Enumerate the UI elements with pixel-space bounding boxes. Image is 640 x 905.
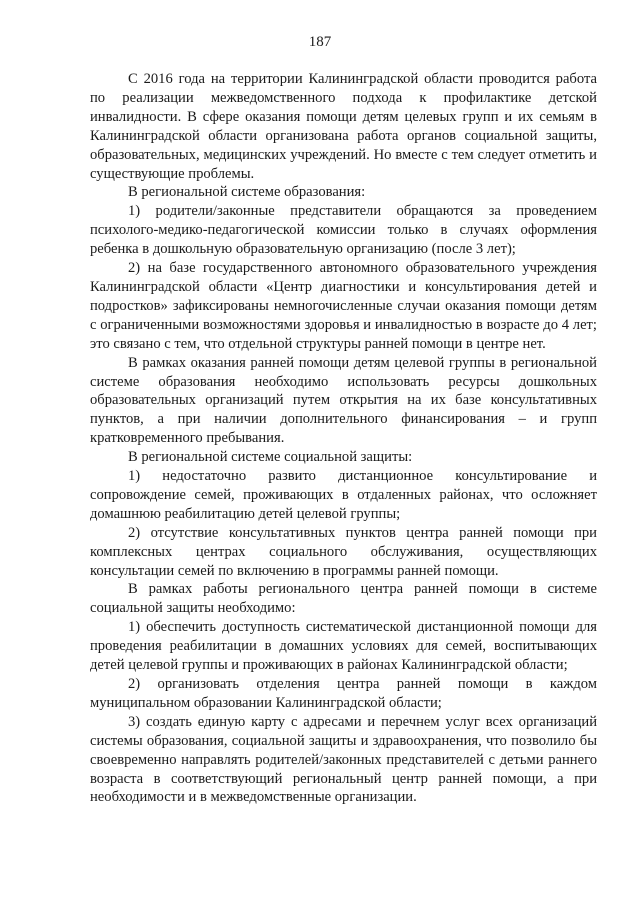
paragraph-education-item-2: 2) на базе государственного автономного образовательного учреждения Калининградской области «Центр диагностики и консультирования детей и подростков» зафиксированы немногочисленные случаи оказания помощи детям с ограниченными возможностями здоровья и инвалидностью в возрасте до 4 лет; это связано с тем, что отдельной структуры ранней помощи в центре нет. bbox=[90, 260, 597, 352]
paragraph-intro: С 2016 года на территории Калининградской области проводится работа по реализации межведомственного подхода к профилактике детской инвалидности. В сфере оказания помощи детям целевых групп и их семьям в Калининградской области организована работа органов социальной защиты, образовательных, медицинских учреждений. Но вместе с тем следует отметить и существующие проблемы. bbox=[90, 71, 597, 182]
paragraph-education-heading: В региональной системе образования: bbox=[128, 184, 366, 201]
paragraph-center-item-2: 2) организовать отделения центра ранней помощи в каждом муниципальном образовании Калининградской области; bbox=[90, 676, 597, 711]
page-number: 187 bbox=[308, 34, 332, 50]
paragraph-social-heading: В региональной системе социальной защиты: bbox=[128, 449, 413, 466]
paragraph-center-heading: В рамках работы регионального центра ранней помощи в системе социальной защиты необходимо: bbox=[90, 581, 597, 617]
paragraph-education-recommendation: В рамках оказания ранней помощи детям целевой группы в региональной системе образования необходимо использовать ресурсы дошкольных образовательных организаций путем открытия на их базе консультативных пунктов, а при наличии дополнительного финансирования – и групп кратковременного пребывания. bbox=[90, 354, 597, 447]
paragraph-social-item-2: 2) отсутствие консультативных пунктов центра ранней помощи при комплексных центрах социального обслуживания, осуществляющих консультации семей по включению в программы ранней помощи. bbox=[90, 524, 597, 579]
paragraph-education-item-1: 1) родители/законные представители обращаются за проведением психолого-медико-педагогической комиссии только в случаях оформления ребенка в дошкольную образовательную организацию (после 3 лет); bbox=[90, 203, 597, 258]
paragraph-social-item-1: 1) недостаточно развито дистанционное консультирование и сопровождение семей, проживающих в отдаленных районах, что осложняет домашнюю реабилитацию детей целевой группы; bbox=[90, 468, 597, 522]
document-body bbox=[90, 70, 597, 807]
paragraph-center-item-1: 1) обеспечить доступность систематической дистанционной помощи для проведения реабилитации в домашних условиях для семей, воспитывающих детей целевой группы и проживающих в районах Калининградской области; bbox=[90, 619, 597, 674]
paragraph-center-item-3: 3) создать единую карту с адресами и перечнем услуг всех организаций системы образования, социальной защиты и здравоохранения, что позволило бы своевременно направлять родителей/законных представителей с детьми раннего возраста в соответствующий региональный центр ранней помощи, а при необходимости и в межведомственные организации. bbox=[90, 713, 597, 806]
